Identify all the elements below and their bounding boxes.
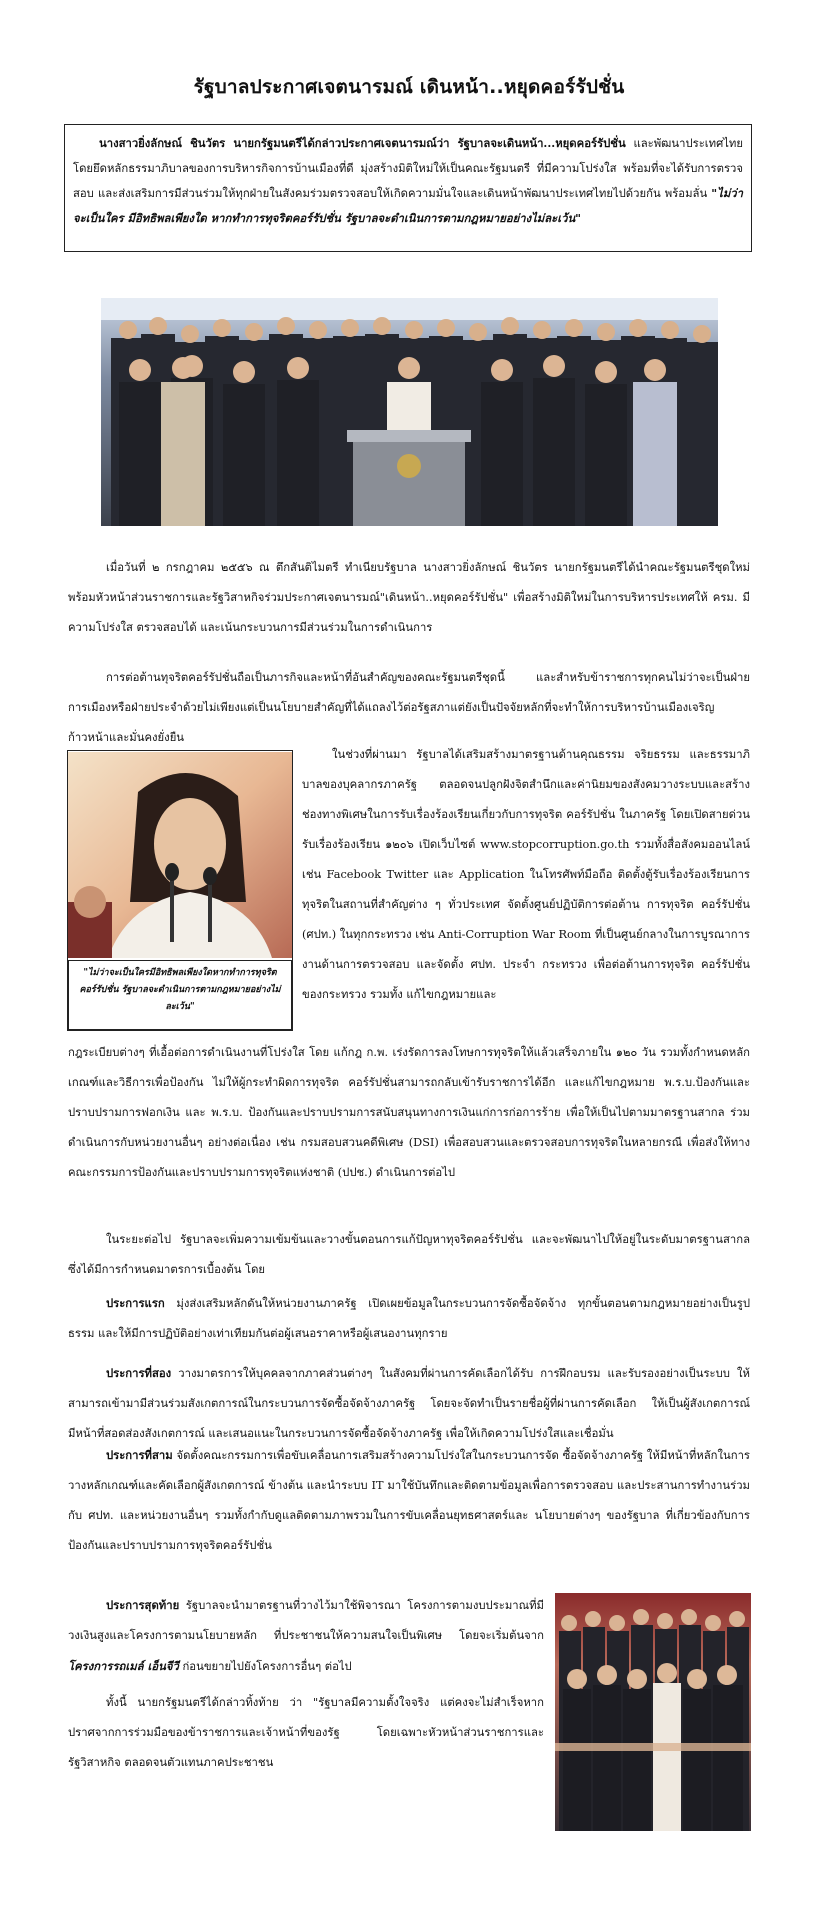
paragraph-measure-final — [68, 1590, 544, 1682]
summary-box — [64, 124, 752, 252]
side-photo-caption: "ไม่ว่าจะเป็นใครมีอิทธิพลเพียงใดหากทำการทุจริตคอร์รัปชั่น รัฐบาลจะดำเนินการตามกฎหมายอย่างไม่ละเว้น" — [68, 960, 292, 1030]
measure-final-label: ประการสุดท้าย — [106, 1598, 180, 1612]
measure-final-text: รัฐบาลจะนำมาตรฐานที่วางไว้มาใช้พิจารณา โครงการตามงบประมาณที่มีวงเงินสูงและโครงการตามนโยบายหลัก ที่ประชาชนให้ความสนใจเป็นพิเศษ โดยจะเริ่มต้นจาก — [68, 1599, 544, 1642]
paragraph-next-phase: ในระยะต่อไป รัฐบาลจะเพิ่มความเข้มข้นและวางขั้นตอนการแก้ปัญหาทุจริตคอร์รัปชั่น และจะพัฒนาไปให้อยู่ในระดับมาตรฐานสากล ซึ่งได้มีการกำหนดมาตรการเบื้องต้น โดย — [68, 1233, 750, 1276]
measure-1-label: ประการแรก — [106, 1296, 165, 1310]
cabinet-hands-illustration — [555, 1593, 751, 1831]
paragraph-measure-3 — [68, 1440, 750, 1561]
prime-minister-illustration — [68, 752, 292, 958]
summary-lead: นางสาวยิ่งลักษณ์ ชินวัตร นายกรัฐมนตรีได้กล่าวประกาศเจตนารมณ์ว่า รัฐบาลจะเดินหน้า...หยุดคอร์รัปชั่น — [99, 136, 626, 150]
paragraph-measure-2 — [68, 1358, 750, 1449]
measure-2-text: วางมาตรการให้บุคคลจากภาคส่วนต่างๆ ในสังคมที่ผ่านการคัดเลือกได้รับ การฝึกอบรม และรับรองอย่างเป็นระบบ ให้สามารถเข้ามามีส่วนร่วมสังเกตการณ์ในกระบวนการจัดซื้อจัดจ้างภาครัฐ โดยจะจัดทำเป็นรายชื่อผู้ที่ผ่านการคัดเลือก ให้เป็นผู้สังเกตการณ์ มีหน้าที่สอดส่องสังเกตการณ์ และเสนอแนะในกระบวนการจัดซื้อจัดจ้างภาครัฐ เพื่อให้เกิดความโปร่งใสและเชื่อมั่น — [68, 1367, 750, 1440]
cabinet-hands-photo — [555, 1593, 751, 1831]
ngv-bus-project: โครงการรถเมล์ เอ็นจีวี — [68, 1659, 179, 1673]
paragraph-past-measures: ในช่วงที่ผ่านมา รัฐบาลได้เสริมสร้างมาตรฐานด้านคุณธรรม จริยธรรม และธรรมาภิบาลของบุคลากรภาครัฐ ตลอดจนปลูกฝังจิตสำนึกและค่านิยมของสังคมวางระบบและสร้างช่องทางพิเศษในการรับเรื่องร้องเรียนเกี่ยวกับการทุจริต คอร์รัปชั่น ในภาครัฐ โดยเปิดสายด่วนรับเรื่องร้องเรียน ๑๒๐๖ เปิดเว็บไซต์ www.stopcorruption.go.th รวมทั้งสื่อสังคมออนไลน์ เช่น Facebook Twitter และ Application ในโทรศัพท์มือถือ ติดตั้งตู้รับเรื่องร้องเรียนการทุจริตในสถานที่สำคัญต่าง ๆ ทั่วประเทศ จัดตั้งศูนย์ปฏิบัติการต่อต้าน การทุจริต คอร์รัปชั่น (ศปท.) ในทุกกระทรวง เช่น Anti-Corruption War Room ที่เป็นศูนย์กลางในการบูรณาการงานด้านการตรวจสอบ และจัดตั้ง ศปท. ประจำ กระทรวง เพื่อต่อต้านการทุจริต คอร์รัปชั่น ของกระทรวง รวมทั้ง แก้ไขกฎหมายและ — [302, 748, 750, 1001]
measure-3-label: ประการที่สาม — [106, 1448, 173, 1462]
paragraph-mission: การต่อต้านทุจริตคอร์รัปชั่นถือเป็นภารกิจและหน้าที่อันสำคัญของคณะรัฐมนตรีชุดนี้ และสำหรับข้าราชการทุกคนไม่ว่าจะเป็นฝ่ายการเมืองหรือฝ่ายประจำด้วยไม่เพียงแต่เป็นนโยบายสำคัญที่ได้แถลงไว้ต่อรัฐสภาแต่ยังเป็นปัจจัยหลักที่จะทำให้การบริหารบ้านเมืองเจริญก้าวหน้าและมั่นคงยั่งยืน — [68, 671, 750, 744]
measure-final-end: ก่อนขยายไปยังโครงการอื่นๆ ต่อไป — [178, 1660, 352, 1673]
article-title: รัฐบาลประกาศเจตนารมณ์ เดินหน้า..หยุดคอร์รัปชั่น — [193, 76, 625, 98]
measure-1-text: มุ่งส่งเสริมหลักดันให้หน่วยงานภาครัฐ เปิดเผยข้อมูลในกระบวนการจัดซื้อจัดจ้าง ทุกขั้นตอนตามกฎหมายอย่างเป็นรูปธรรม และให้มีการปฏิบัติอย่างเท่าเทียมกันต่อผู้เสนอราคาหรือผู้เสนองานทุกราย — [68, 1297, 750, 1340]
paragraph-past-measures-cont: กฎระเบียบต่างๆ ที่เอื้อต่อการดำเนินงานที่โปร่งใส โดย แก้กฎ ก.พ. เร่งรัดการลงโทษการทุจริตให้แล้วเสร็จภายใน ๑๒๐ วัน รวมทั้งกำหนดหลักเกณฑ์และวิธีการเพื่อป้องกัน ไม่ให้ผู้กระทำผิดการทุจริต คอร์รัปชั่นสามารถกลับเข้ารับราชการได้อีก และแก้ไขกฎหมาย พ.ร.บ.ป้องกันและปราบปรามการฟอกเงิน และ พ.ร.บ. ป้องกันและปราบปรามการสนับสนุนทางการเงินแก่การก่อการร้าย เพื่อให้เป็นไปตามมาตรฐานสากล ร่วมดำเนินการกับหน่วยงานอื่นๆ อย่างต่อเนื่อง เช่น กรมสอบสวนคดีพิเศษ (DSI) เพื่อสอบสวนและตรวจสอบการทุจริตในหลายกรณี เพื่อส่งให้ทางคณะกรรมการป้องกันและปราบปรามการทุจริตแห่งชาติ (ปปช.) ดำเนินการต่อไป — [68, 1046, 750, 1179]
summary-quote: "ไม่ว่าจะเป็นใคร มีอิทธิพลเพียงใด หากทำการทุจริตคอร์รัปชั่น รัฐบาลจะดำเนินการตามกฎหมายอย่างไม่ละเว้น" — [73, 186, 743, 225]
prime-minister-speech-photo — [68, 752, 292, 958]
paragraph-measure-1 — [68, 1288, 750, 1349]
measure-3-text: จัดตั้งคณะกรรมการเพื่อขับเคลื่อนการเสริมสร้างความโปร่งใสในกระบวนการจัด ซื้อจัดจ้างภาครัฐ ให้มีหน้าที่หลักในการ วางหลักเกณฑ์และคัดเลือกผู้สังเกตการณ์ ข้างต้น และนำระบบ IT มาใช้บันทึกและติดตามข้อมูลเพื่อการตรวจสอบ และประสานการทำงานร่วมกับ ศปท. และหน่วยงานอื่นๆ รวมทั้งกำกับดูแลติดตามภาพรวมในการขับเคลื่อนยุทธศาสตร์และ นโยบายต่างๆ ของรัฐบาล ที่เกี่ยวข้องกับการป้องกันและปราบปรามการทุจริตคอร์รัปชั่น — [68, 1449, 750, 1552]
summary-body: และพัฒนาประเทศไทย โดยยึดหลักธรรมาภิบาลของการบริหารกิจการบ้านเมืองที่ดี มุ่งสร้างมิติใหม่ให้เป็นคณะรัฐมนตรี ที่มีความโปร่งใส พร้อมที่จะได้รับการตรวจสอบ และส่งเสริมการมีส่วนร่วมให้ทุกฝ่ายในสังคมร่วมตรวจสอบให้เกิดความมั่นใจและเดินหน้าพัฒนาประเทศไทยไปด้วยกัน พร้อมลั่น — [73, 137, 743, 200]
paragraph-announcement: เมื่อวันที่ ๒ กรกฎาคม ๒๕๕๖ ณ ตึกสันติไมตรี ทำเนียบรัฐบาล นางสาวยิ่งลักษณ์ ชินวัตร นายกรัฐมนตรีได้นำคณะรัฐมนตรีชุดใหม่ พร้อมหัวหน้าส่วนราชการและรัฐวิสาหกิจร่วมประกาศเจตนารมณ์"เดินหน้า..หยุดคอร์รัปชั่น" เพื่อสร้างมิติใหม่ในการบริหารประเทศให้ ครม. มีความโปร่งใส ตรวจสอบได้ และเน้นกระบวนการมีส่วนร่วมในการดำเนินการ — [68, 561, 750, 634]
cabinet-group-illustration — [101, 298, 718, 526]
cabinet-group-photo — [101, 298, 718, 526]
measure-2-label: ประการที่สอง — [106, 1366, 172, 1380]
paragraph-closing: ทั้งนี้ นายกรัฐมนตรีได้กล่าวทิ้งท้าย ว่า "รัฐบาลมีความตั้งใจจริง แต่คงจะไม่สำเร็จหากปราศจากการร่วมมือของข้าราชการและเจ้าหน้าที่ของรัฐ โดยเฉพาะหัวหน้าส่วนราชการและรัฐวิสาหกิจ ตลอดจนตัวแทนภาคประชาชน — [68, 1696, 544, 1769]
